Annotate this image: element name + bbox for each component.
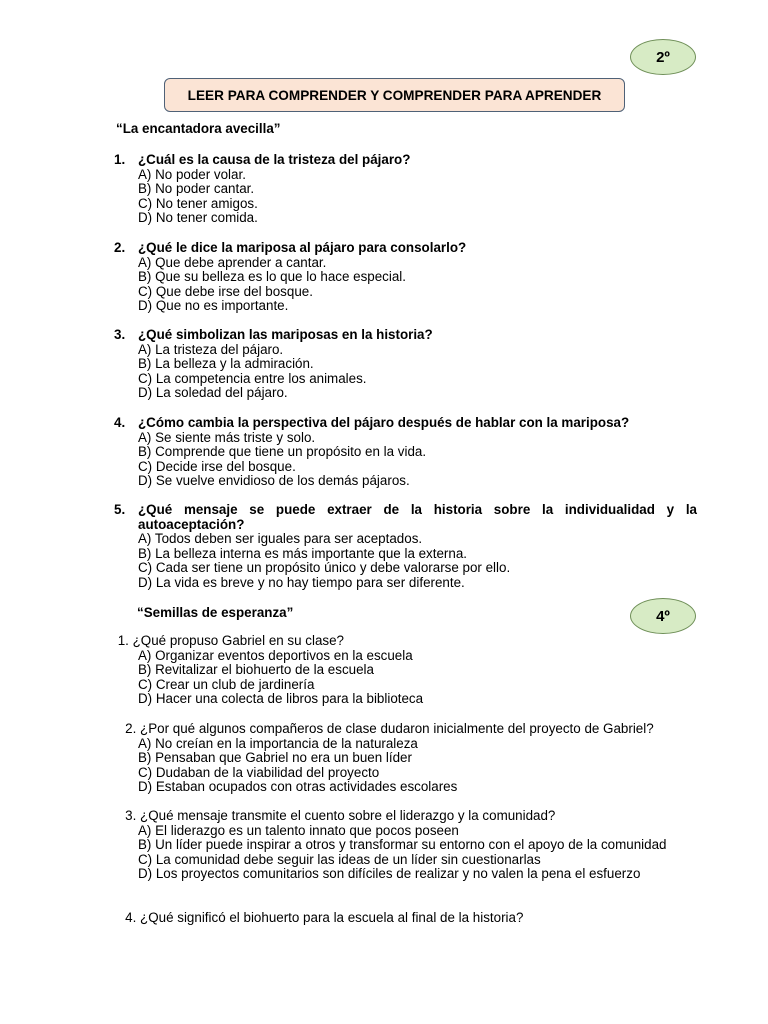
answer-option: A) Todos deben ser iguales para ser aceptados. [138,531,423,547]
answer-option: B) Pensaban que Gabriel no era un buen líder [138,750,412,766]
question-stem: 4. ¿Qué significó el biohuerto para la escuela al final de la historia? [114,910,524,925]
question-stem: ¿Qué mensaje se puede extraer de la historia sobre la individualidad y la autoaceptación? [138,502,697,532]
answer-option: A) Organizar eventos deportivos en la escuela [138,647,413,663]
question-block [114,722,697,795]
answer-option: B) No poder cantar. [138,181,255,197]
question-stem: ¿Cómo cambia la perspectiva del pájaro después de hablar con la mariposa? [138,415,630,430]
answer-option: C) Dudaban de la viabilidad del proyecto [138,764,380,780]
answer-option: C) No tener amigos. [138,195,258,211]
answer-option: A) La tristeza del pájaro. [138,341,284,357]
answer-option: A) El liderazgo es un talento innato que pocos poseen [138,822,459,838]
answer-option: C) Crear un club de jardinería [138,676,315,692]
question-block [114,328,697,401]
answer-option: A) No poder volar. [138,166,246,182]
question-stem: ¿Cuál es la causa de la tristeza del pájaro? [138,152,411,167]
question-stem: 1. ¿Qué propuso Gabriel en su clase? [114,633,345,648]
question-number: 4. [114,415,126,430]
question-block [114,241,697,314]
page-banner: LEER PARA COMPRENDER Y COMPRENDER PARA APRENDER [164,78,625,112]
answer-option: B) Comprende que tiene un propósito en la vida. [138,444,427,460]
question-block [114,809,697,882]
answer-option: D) No tener comida. [138,210,258,226]
question-stem: ¿Qué le dice la mariposa al pájaro para consolarlo? [138,240,467,255]
answer-option: C) La competencia entre los animales. [138,370,367,386]
story-title-avecilla: “La encantadora avecilla” [116,121,281,136]
answer-option: B) La belleza interna es más importante que la externa. [138,545,467,561]
answer-option: D) Los proyectos comunitarios son difíciles de realizar y no valen la pena el esfuerzo [138,866,641,882]
answer-option: A) Se siente más triste y solo. [138,429,316,445]
answer-option: B) Que su belleza es lo que lo hace especial. [138,269,406,285]
question-block [114,416,697,489]
question-stem: 2. ¿Por qué algunos compañeros de clase dudaron inicialmente del proyecto de Gabriel? [114,721,654,736]
grade-badge-2: 2º [630,39,696,75]
answer-option: B) Un líder puede inspirar a otros y transformar su entorno con el apoyo de la comunidad [138,837,667,853]
answer-option: D) Se vuelve envidioso de los demás pájaros. [138,473,410,489]
answer-option: D) La vida es breve y no hay tiempo para ser diferente. [138,574,465,590]
answer-option: A) Que debe aprender a cantar. [138,254,327,270]
question-number: 3. [114,327,126,342]
answer-option: C) Decide irse del bosque. [138,458,296,474]
question-block [114,503,697,591]
story-title-semillas: “Semillas de esperanza” [137,605,294,620]
answer-option: B) La belleza y la admiración. [138,356,314,372]
answer-option: C) La comunidad debe seguir las ideas de un líder sin cuestionarlas [138,851,541,867]
answer-option: D) Que no es importante. [138,298,289,314]
question-number: 1. [114,152,126,167]
answer-option: B) Revitalizar el biohuerto de la escuela [138,662,374,678]
answer-option: A) No creían en la importancia de la naturaleza [138,735,418,751]
answer-option: C) Que debe irse del bosque. [138,283,313,299]
question-stem: ¿Qué simbolizan las mariposas en la historia? [138,327,433,342]
question-block [114,911,697,926]
answer-option: D) Hacer una colecta de libros para la biblioteca [138,691,424,707]
question-stem: 3. ¿Qué mensaje transmite el cuento sobre el liderazgo y la comunidad? [114,808,556,823]
answer-option: D) Estaban ocupados con otras actividades escolares [138,779,458,795]
question-number: 2. [114,240,126,255]
answer-option: C) Cada ser tiene un propósito único y debe valorarse por ello. [138,560,511,576]
grade-badge-4: 4º [630,598,696,634]
question-block [114,634,697,707]
answer-option: D) La soledad del pájaro. [138,385,288,401]
question-number: 5. [114,502,126,517]
question-block [114,153,697,226]
